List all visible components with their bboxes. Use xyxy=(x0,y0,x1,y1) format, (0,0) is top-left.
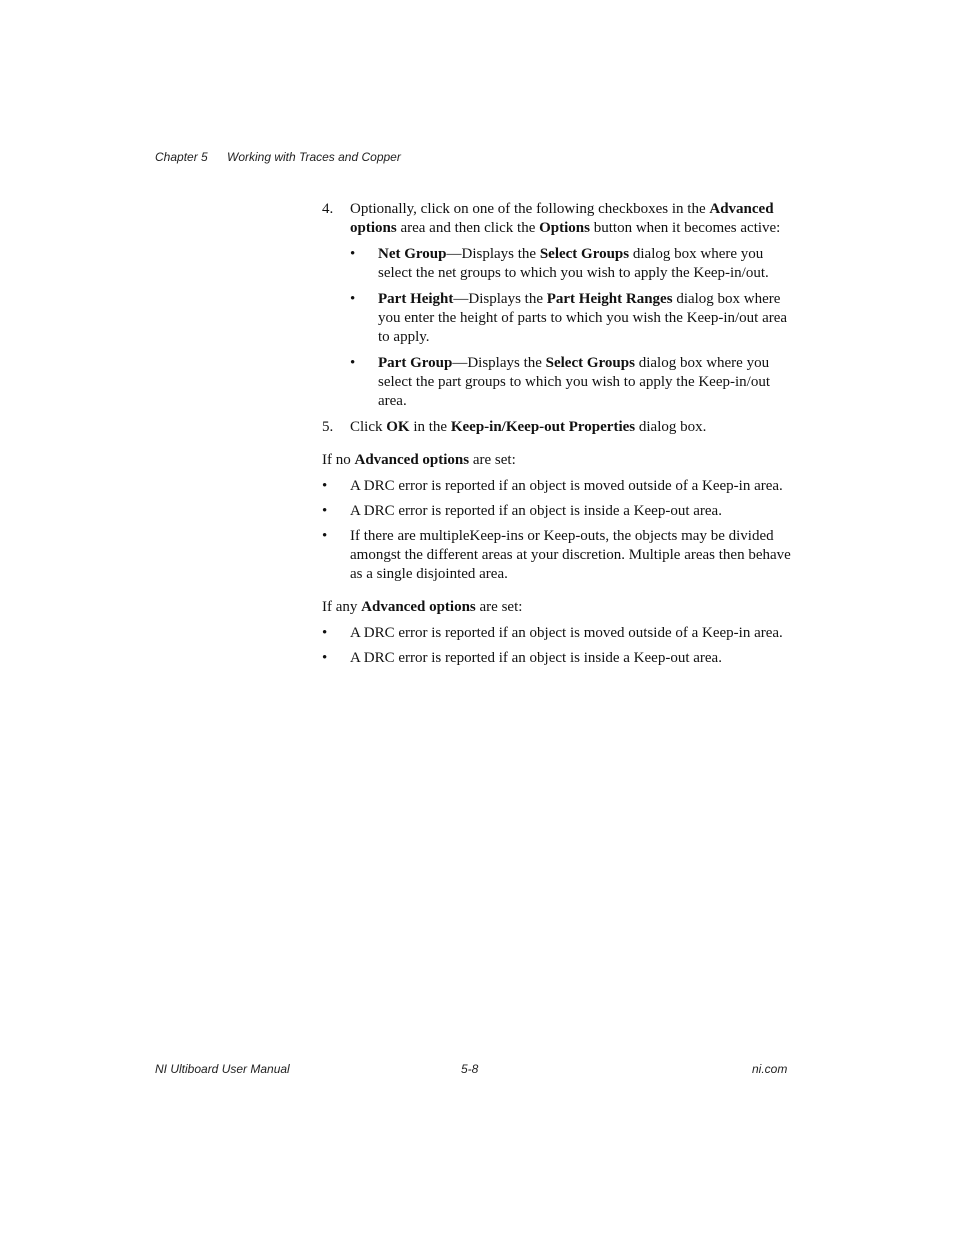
para-text: are set: xyxy=(469,452,516,468)
option-text: dialog box where you enter the height of parts to which you wish the Keep-in/out area to apply. xyxy=(378,291,788,345)
bullet: • xyxy=(350,355,356,371)
page-body xyxy=(322,200,792,674)
sub-bullet-part-group xyxy=(350,354,792,411)
dialog-term: Select Groups xyxy=(545,355,635,371)
list-item-text: If there are multipleKeep-ins or Keep-outs, the objects may be divided amongst the different areas at your discretion. Multiple areas then behave as a single disjointed area. xyxy=(350,528,791,582)
step-5 xyxy=(322,418,792,437)
option-term: Part Group xyxy=(378,355,453,371)
step-text: button when it becomes active: xyxy=(589,220,781,236)
paragraph-any-advanced xyxy=(322,598,792,617)
step-4 xyxy=(322,200,792,411)
bullet: • xyxy=(350,246,356,262)
sub-bullet-net-group xyxy=(350,245,792,283)
step-text: Click xyxy=(350,419,387,435)
dialog-term: Keep-in/Keep-out Properties xyxy=(450,419,636,435)
ui-term-advanced-options: Advanced options xyxy=(361,599,476,615)
bullet: • xyxy=(322,625,328,641)
footer-website: ni.com xyxy=(752,1062,788,1076)
para-text: are set: xyxy=(475,599,523,615)
paragraph-no-advanced xyxy=(322,451,792,470)
option-text: —Displays the xyxy=(452,355,546,371)
option-text: dialog box where you select the part groups to which you wish to apply the Keep-in/out area. xyxy=(378,355,770,409)
ui-term-ok: OK xyxy=(386,419,410,435)
list-item xyxy=(322,502,792,521)
footer-page-number: 5-8 xyxy=(461,1062,479,1076)
ui-term-options: Options xyxy=(539,220,590,236)
ui-term-advanced-options: Advanced options xyxy=(354,452,470,468)
list-item-text: A DRC error is reported if an object is moved outside of a Keep-in area. xyxy=(350,625,783,641)
bullet: • xyxy=(322,528,328,544)
list-item xyxy=(322,624,792,643)
running-header-title: Working with Traces and Copper xyxy=(227,150,401,164)
running-header-chapter: Chapter 5 xyxy=(155,150,208,164)
list-item-text: A DRC error is reported if an object is inside a Keep-out area. xyxy=(350,503,722,519)
bullet: • xyxy=(322,478,328,494)
para-text: If no xyxy=(322,452,355,468)
step-text: in the xyxy=(409,419,451,435)
footer-manual-title: NI Ultiboard User Manual xyxy=(155,1062,290,1076)
step-text: area and then click the xyxy=(396,220,540,236)
step-text: dialog box. xyxy=(635,419,707,435)
list-item-text: A DRC error is reported if an object is moved outside of a Keep-in area. xyxy=(350,478,783,494)
ui-term-advanced-options: Advanced options xyxy=(350,201,774,236)
sub-bullet-part-height xyxy=(350,290,792,347)
dialog-term: Select Groups xyxy=(539,246,630,262)
step-number: 4. xyxy=(322,201,334,217)
dialog-term: Part Height Ranges xyxy=(546,291,673,307)
option-term: Part Height xyxy=(378,291,454,307)
list-item xyxy=(322,649,792,668)
list-item-text: A DRC error is reported if an object is inside a Keep-out area. xyxy=(350,650,722,666)
option-text: dialog box where you select the net groups to which you wish to apply the Keep-in/out. xyxy=(378,246,769,281)
bullet: • xyxy=(322,503,328,519)
option-term: Net Group xyxy=(378,246,447,262)
bullet: • xyxy=(350,291,356,307)
list-item xyxy=(322,527,792,584)
para-text: If any xyxy=(322,599,362,615)
option-text: —Displays the xyxy=(446,246,540,262)
bullet: • xyxy=(322,650,328,666)
step-number: 5. xyxy=(322,419,334,435)
option-text: —Displays the xyxy=(453,291,547,307)
step-text: Optionally, click on one of the following checkboxes in the xyxy=(350,201,710,217)
list-item xyxy=(322,477,792,496)
